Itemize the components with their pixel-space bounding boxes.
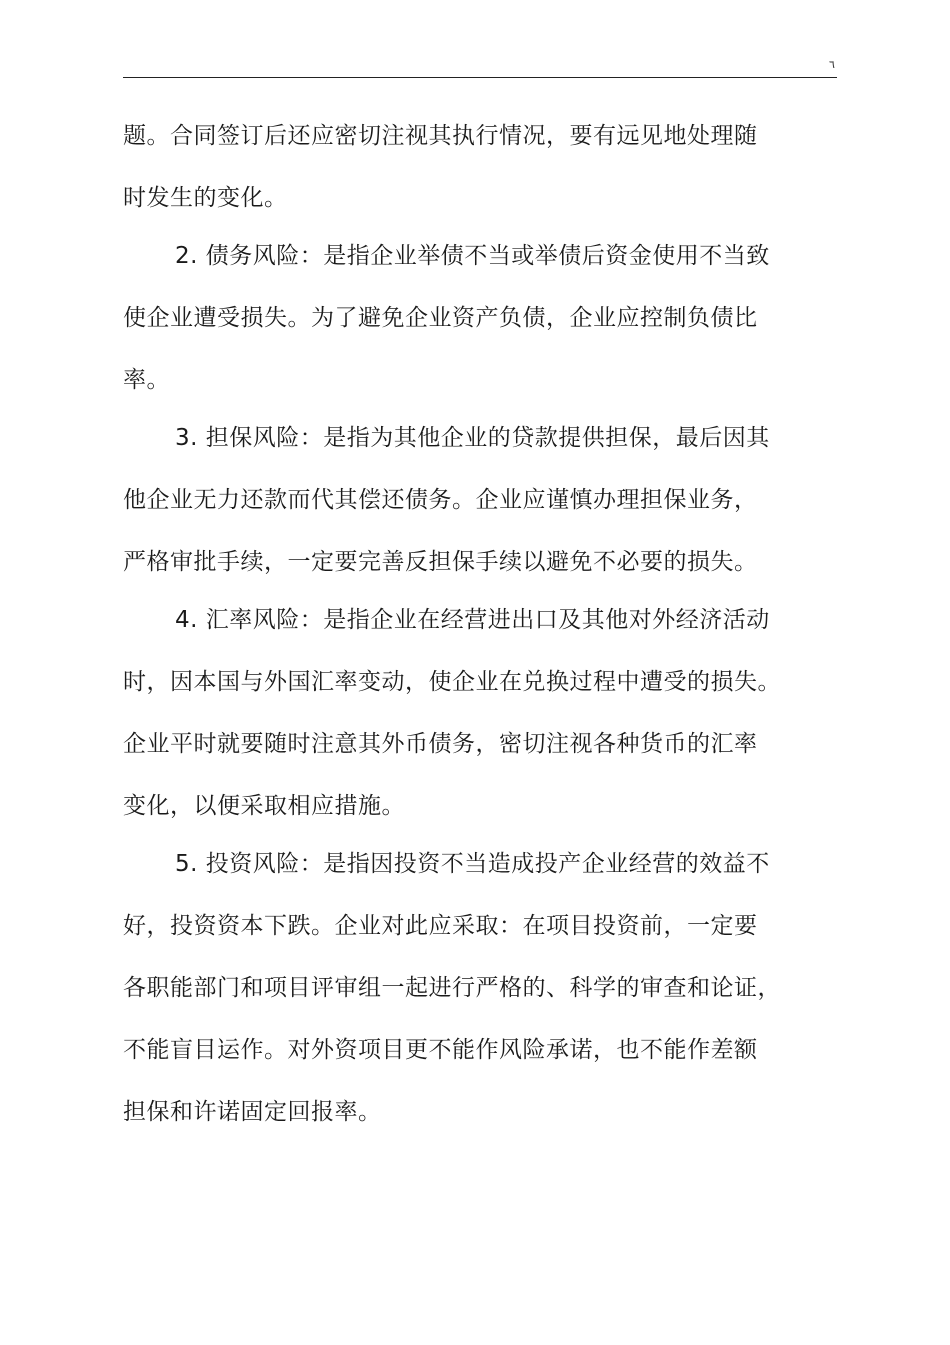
text-line: 不能盲目运作。对外资项目更不能作风险承诺，也不能作差额: [123, 1037, 758, 1063]
header-rule: [123, 77, 837, 78]
text-line: 4. 汇率风险：是指企业在经营进出口及其他对外经济活动: [175, 607, 770, 633]
text-line: 时发生的变化。: [123, 185, 288, 211]
text-line: 时，因本国与外国汇率变动，使企业在兑换过程中遭受的损失。: [123, 669, 781, 695]
text-line: 变化，以便采取相应措施。: [123, 793, 405, 819]
paragraph-guarantee-risk: [123, 422, 773, 578]
text-line: 担保和许诺固定回报率。: [123, 1099, 382, 1125]
paragraph-contract-risk-continuation: [123, 120, 773, 214]
text-line: 各职能部门和项目评审组一起进行严格的、科学的审查和论证，: [123, 975, 781, 1001]
page-number-mark: ٦: [829, 58, 835, 71]
paragraph-investment-risk: [123, 848, 781, 1128]
text-line: 严格审批手续，一定要完善反担保手续以避免不必要的损失。: [123, 549, 758, 575]
text-line: 企业平时就要随时注意其外币债务，密切注视各种货币的汇率: [123, 731, 758, 757]
text-line: 率。: [123, 367, 170, 393]
text-line: 好，投资资本下跌。企业对此应采取：在项目投资前，一定要: [123, 913, 758, 939]
text-line: 5. 投资风险：是指因投资不当造成投产企业经营的效益不: [175, 851, 770, 877]
paragraph-exchange-rate-risk: [123, 604, 781, 822]
text-line: 题。合同签订后还应密切注视其执行情况，要有远见地处理随: [123, 123, 758, 149]
paragraph-debt-risk: [123, 240, 773, 396]
text-line: 使企业遭受损失。为了避免企业资产负债，企业应控制负债比: [123, 305, 758, 331]
text-line: 3. 担保风险：是指为其他企业的贷款提供担保，最后因其: [175, 425, 770, 451]
document-body: [123, 120, 781, 1154]
text-line: 他企业无力还款而代其偿还债务。企业应谨慎办理担保业务，: [123, 487, 758, 513]
text-line: 2. 债务风险：是指企业举债不当或举债后资金使用不当致: [175, 243, 770, 269]
